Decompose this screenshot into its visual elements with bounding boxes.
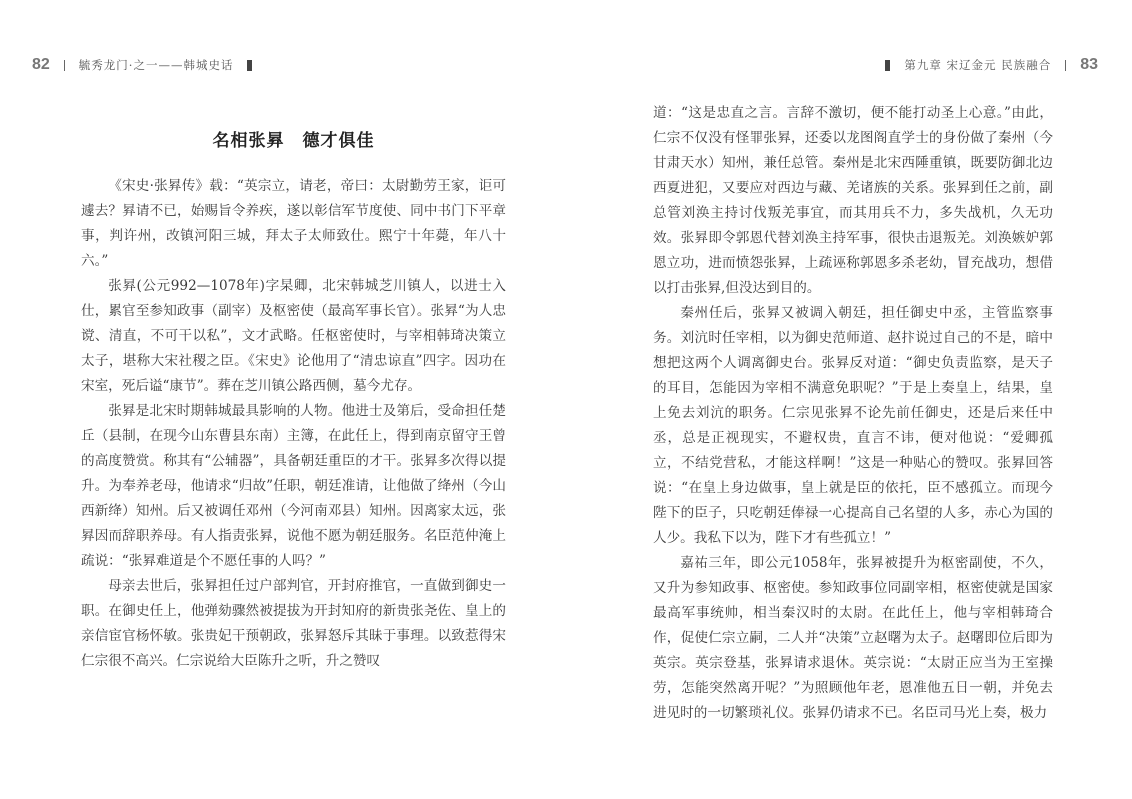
right-page-number: 83 [1080,56,1098,73]
header-block-mark [247,60,252,71]
right-page [566,0,1132,799]
header-separator [1065,60,1066,71]
left-page-number: 82 [32,56,50,73]
paragraph: 《宋史·张昪传》载：“英宗立，请老，帝曰：太尉勤劳王家，讵可遽去？昪请不已，始赐旨令养疾，遂以彰信军节度使、同中书门下平章事，判许州，改镇河阳三城，拜太子太师致仕。熙宁十年薨，年八十六。” [81,178,506,269]
paragraph: 嘉祐三年，即公元1058年，张昪被提升为枢密副使，不久，又升为参知政事、枢密使。参知政事位同副宰相，枢密使就是国家最高军事统帅，相当秦汉时的太尉。在此任上，他与宰相韩琦合作，促使仁宗立嗣，二人并“决策”立赵曙为太子。赵曙即位后即为英宗。英宗登基，张昪请求退休。英宗说：“太尉正应当为王室操劳，怎能突然离开呢？”为照顾他年老，恩准他五日一朝，并免去进见时的一切繁琐礼仪。张昪仍请求不已。名臣司马光上奏，极力 [653,555,1053,721]
right-running-title: 第九章 宋辽金元 民族融合 [904,58,1052,72]
header-separator [64,60,65,71]
continued-paragraph: 道：“这是忠直之言。言辞不激切，便不能打动圣上心意。”由此，仁宗不仅没有怪罪张昪，还委以龙图阁直学士的身份做了秦州（今甘肃天水）知州，兼任总管。秦州是北宋西陲重镇，既要防御北边西夏进犯，又要应对西边与藏、羌诸族的关系。张昪到任之前，副总管刘涣主持讨伐叛羌事宜，而其用兵不力，多失战机，久无功效。张昪即令郭恩代替刘涣主持军事，很快击退叛羌。刘涣嫉妒郭恩立功，进而愤怨张昪，上疏诬称郭恩多杀老幼，冒充战功，想借以打击张昪,但没达到目的。 [653,105,1053,296]
paragraph: 张昪(公元992—1078年)字杲卿，北宋韩城芝川镇人，以进士入仕，累官至参知政事（副宰）及枢密使（最高军事长官）。张昪“为人忠谠、清直，不可干以私”，文才武略。任枢密使时，与宰相韩琦决策立太子，堪称大宋社稷之臣。《宋史》论他用了“清忠谅直”四字。因功在宋室，死后谥“康节”。葬在芝川镇公路西侧，墓今尤存。 [81,278,506,394]
left-running-title: 毓秀龙门·之一——韩城史话 [78,58,234,72]
right-body-text [653,101,1053,726]
right-running-header [885,54,1098,76]
paragraph: 张昪是北宋时期韩城最具影响的人物。他进士及第后，受命担任楚丘（县制，在现今山东曹县东南）主簿，在此任上，得到南京留守王曾的高度赞赏。称其有“公辅器”，具备朝廷重臣的才干。张昪多次得以提升。为奉养老母，他请求“归故”任职，朝廷准请，让他做了绛州（今山西新绛）知州。后又被调任邓州（今河南邓县）知州。因离家太远，张昪因而辞职养母。有人指责张昪，说他不愿为朝廷服务。名臣范仲淹上疏说：“张昪难道是个不愿任事的人吗？” [81,403,506,569]
left-running-header [32,54,252,76]
paragraph: 秦州任后，张昪又被调入朝廷，担任御史中丞，主管监察事务。刘沆时任宰相，以为御史范师道、赵抃说过自己的不是，暗中想把这两个人调离御史台。张昪反对道：“御史负责监察，是天子的耳目，怎能因为宰相不满意免职呢？”于是上奏皇上，结果，皇上免去刘沆的职务。仁宗见张昪不论先前任御史，还是后来任中丞，总是正视现实，不避权贵，直言不讳，便对他说：“爱卿孤立，不结党营私，才能这样啊！”这是一种贴心的赞叹。张昪回答说：“在皇上身边做事，皇上就是臣的依托，臣不感孤立。而现今陛下的臣子，只吃朝廷俸禄一心提高自己名望的人多，赤心为国的人少。我私下以为，陛下才有些孤立！” [653,305,1053,546]
section-title: 名相张昪 德才俱佳 [212,131,375,151]
left-body-text [81,174,506,674]
paragraph: 母亲去世后，张昪担任过户部判官，开封府推官，一直做到御史一职。在御史任上，他弹劾骤然被提拔为开封知府的新贵张尧佐、皇上的亲信宦官杨怀敏。张贵妃干预朝政，张昪怒斥其昧于事理。以致惹得宋仁宗很不高兴。仁宗说给大臣陈升之听，升之赞叹 [81,578,506,669]
header-block-mark [885,60,890,71]
